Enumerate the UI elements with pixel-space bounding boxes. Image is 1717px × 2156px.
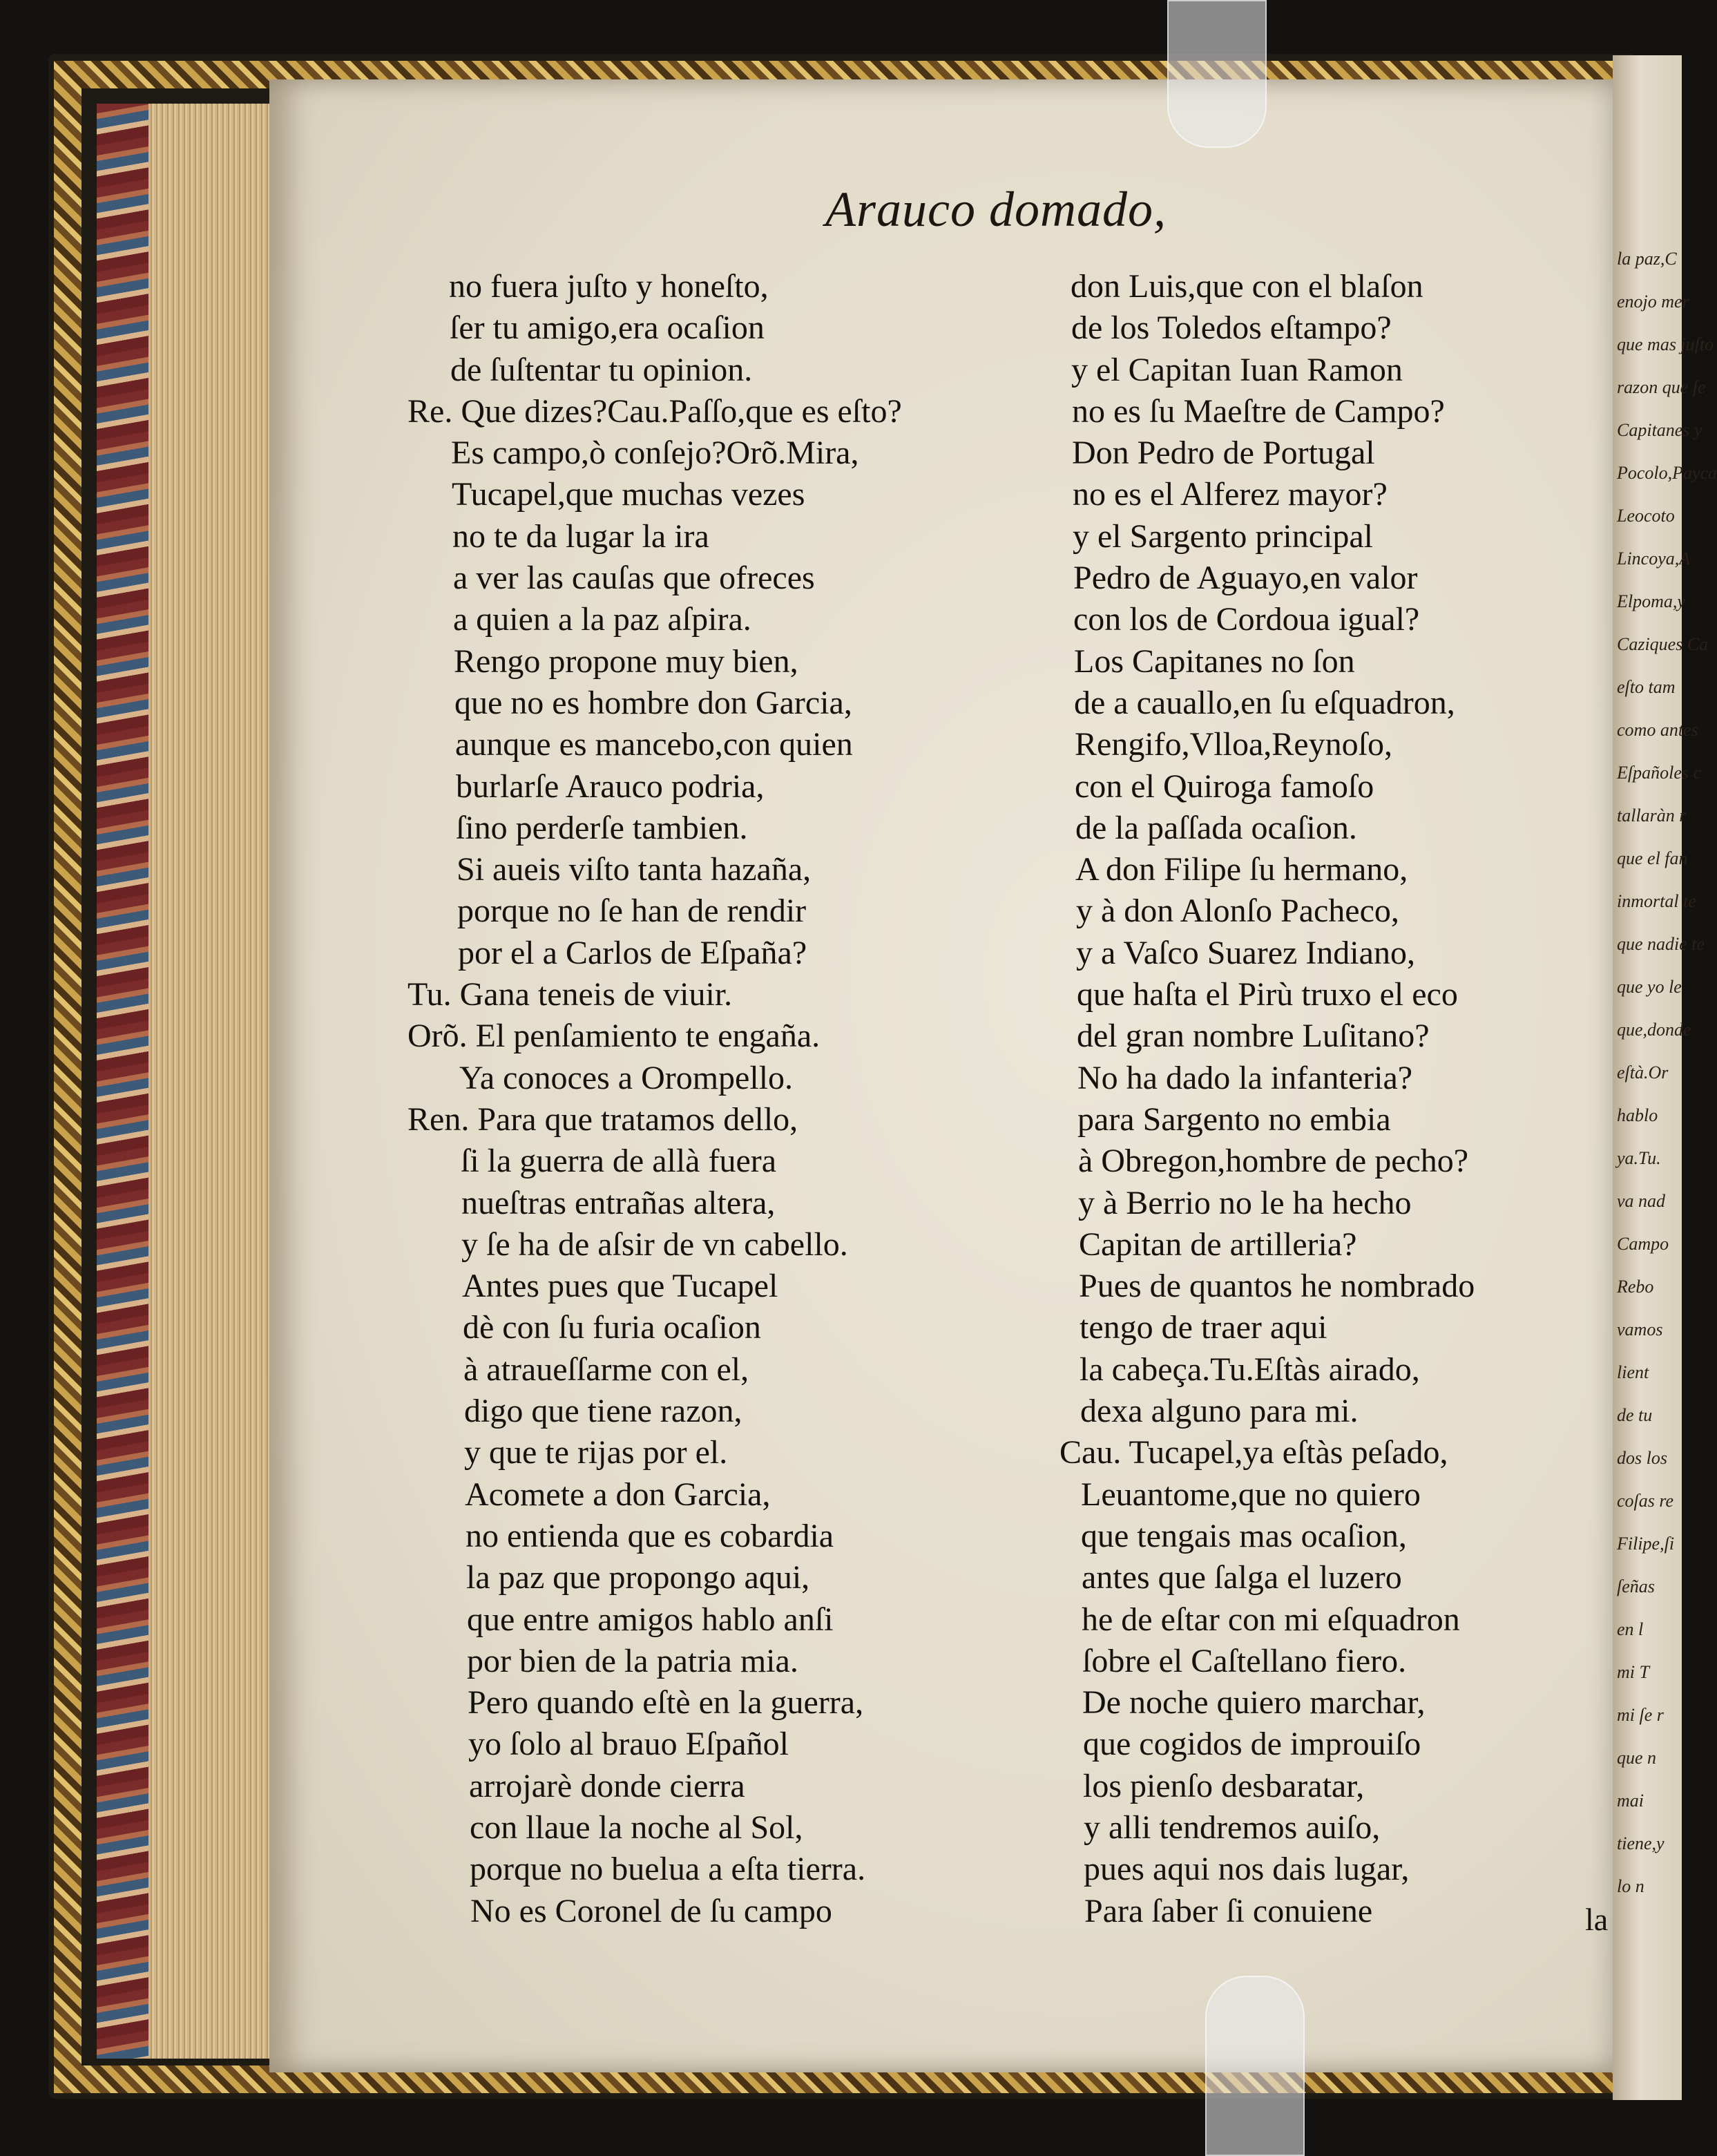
recto-text-fragment: dos los — [1617, 1448, 1667, 1468]
verse-line: con llaue la noche al Sol, — [470, 1809, 803, 1846]
recto-text-fragment: ya.Tu. — [1617, 1148, 1661, 1168]
recto-text-fragment: como antes — [1617, 720, 1698, 740]
verse-line: No es Coronel de ſu campo — [470, 1892, 832, 1929]
verse-line: de ſuſtentar tu opinion. — [450, 351, 753, 388]
verse-line: Pero quando eſtè en la guerra, — [468, 1684, 864, 1721]
catchword: la — [1585, 1902, 1609, 1937]
verse-line: Capitan de artilleria? — [1079, 1225, 1357, 1263]
verse-line: Tu. Gana teneis de viuir. — [407, 976, 733, 1013]
verse-line: he de eſtar con mi eſquadron — [1082, 1601, 1460, 1638]
recto-text-fragment: que el fan — [1617, 848, 1688, 868]
recto-text-fragment: hablo — [1617, 1105, 1658, 1125]
verse-line: Para ſaber ſi conuiene — [1084, 1892, 1373, 1929]
recto-text-fragment: Pocolo,Payca — [1617, 463, 1717, 483]
recto-text-fragment: Capitanes y — [1617, 420, 1702, 440]
verse-line: nueſtras entrañas altera, — [461, 1184, 776, 1221]
verse-line: no es ſu Maeſtre de Campo? — [1072, 392, 1445, 430]
verse-line: y ſe ha de aſsir de vn cabello. — [461, 1225, 848, 1263]
verse-line: a ver las cauſas que ofreces — [453, 560, 815, 597]
recto-text-fragment: inmortal te — [1617, 891, 1696, 911]
recto-text-fragment: va nad — [1617, 1191, 1666, 1211]
recto-text-fragment: que n — [1617, 1748, 1657, 1768]
verse-line: antes que ſalga el luzero — [1082, 1559, 1402, 1596]
verse-line: A don Filipe ſu hermano, — [1075, 851, 1408, 888]
verse-line: y alli tendremos auiſo, — [1084, 1809, 1381, 1846]
verse-line: y à don Alonſo Pacheco, — [1076, 893, 1399, 930]
recto-text-fragment: Filipe,ſi — [1617, 1534, 1675, 1554]
verse-line: No ha dado la infanteria? — [1077, 1059, 1413, 1096]
verse-line: los pienſo desbaratar, — [1083, 1767, 1365, 1804]
verse-line: Es campo,ò conſejo?Orõ.Mira, — [451, 435, 859, 472]
verse-line: con el Quiroga famoſo — [1075, 767, 1374, 805]
verse-line: de los Toledos eſtampo? — [1071, 309, 1392, 347]
verse-line: aunque es mancebo,con quien — [455, 726, 853, 763]
marbled-endpaper — [97, 104, 148, 2059]
verse-line: ſobre el Caſtellano fiero. — [1082, 1642, 1407, 1679]
verse-line: que no es hombre don Garcia, — [454, 684, 852, 721]
recto-text-fragment: eſtà.Or — [1617, 1062, 1669, 1082]
verse-line: arrojarè donde cierra — [469, 1767, 745, 1804]
verse-line: Pues de quantos he nombrado — [1079, 1268, 1475, 1305]
verse-line: de la paſſada ocaſion. — [1075, 809, 1357, 846]
verse-line: dè con ſu furia ocaſion — [463, 1309, 761, 1346]
recto-text-fragment: mi ſe r — [1617, 1705, 1664, 1725]
right-verse-column — [1057, 266, 1568, 1932]
verse-line: que cogidos de improuiſo — [1083, 1726, 1421, 1763]
page-clip-bottom — [1205, 1976, 1305, 2156]
verse-line: ſino perderſe tambien. — [456, 809, 748, 846]
recto-text-fragment: Lincoya,A — [1617, 548, 1691, 569]
verse-line: y que te rijas por el. — [464, 1434, 728, 1471]
verse-line: a quien a la paz aſpira. — [453, 601, 751, 638]
recto-text-fragment: eſto tam — [1617, 677, 1676, 697]
verse-line: la paz que propongo aqui, — [466, 1559, 810, 1596]
recto-text-fragment: lient — [1617, 1362, 1649, 1382]
verse-line: porque no ſe han de rendir — [457, 893, 807, 930]
verse-line: no te da lugar la ira — [452, 517, 709, 555]
verse-line: porque no buelua a eſta tierra. — [470, 1851, 866, 1888]
recto-text-fragment: enojo mer — [1617, 292, 1689, 312]
verse-line: pues aqui nos dais lugar, — [1084, 1851, 1410, 1888]
recto-text-fragment: lo n — [1617, 1876, 1644, 1896]
verse-line: à Obregon,hombre de pecho? — [1078, 1143, 1469, 1180]
verse-line: y a Vaſco Suarez Indiano, — [1076, 934, 1415, 971]
verse-line: De noche quiero marchar, — [1082, 1684, 1426, 1721]
verse-line: y el Capitan Iuan Ramon — [1071, 351, 1403, 388]
recto-text-fragment: que mas juſto — [1617, 334, 1714, 354]
recto-text-fragment: Eſpañoles c — [1617, 763, 1702, 783]
verse-line: por bien de la patria mia. — [467, 1642, 798, 1679]
verse-line: tengo de traer aqui — [1080, 1309, 1327, 1346]
verse-line: para Sargento no embia — [1077, 1100, 1391, 1138]
recto-text-fragment: coſas re — [1617, 1491, 1674, 1511]
verse-line: Cau. Tucapel,ya eſtàs peſado, — [1059, 1434, 1448, 1471]
verse-line: dexa alguno para mi. — [1080, 1393, 1359, 1430]
recto-text-fragment: vamos — [1617, 1319, 1663, 1339]
verse-line: Ren. Para que tratamos dello, — [407, 1100, 798, 1138]
verse-line: con los de Cordoua igual? — [1073, 601, 1420, 638]
recto-text-fragment: tiene,y — [1617, 1833, 1665, 1853]
page-clip-top — [1167, 0, 1267, 148]
verse-line: y à Berrio no le ha hecho — [1078, 1184, 1412, 1221]
verse-line: Los Capitanes no ſon — [1074, 642, 1355, 680]
left-verse-column — [407, 266, 1015, 1932]
verse-line: Antes pues que Tucapel — [462, 1268, 778, 1305]
verse-line: no fuera juſto y honeſto, — [449, 268, 769, 305]
verse-line: Re. Que dizes?Cau.Paſſo,que es eſto? — [407, 392, 902, 430]
recto-text-fragment: que nadie te — [1617, 934, 1705, 954]
verse-line: ſi la guerra de allà fuera — [461, 1143, 777, 1180]
running-head: Arauco domado, — [825, 182, 1167, 237]
recto-text-fragment: Leocoto — [1617, 506, 1675, 526]
recto-text-fragment: mi T — [1617, 1662, 1649, 1682]
recto-text-fragment: mai — [1617, 1791, 1644, 1811]
recto-text-fragment: Campo — [1617, 1234, 1669, 1254]
verse-line: burlarſe Arauco podria, — [456, 767, 765, 805]
verse-line: no es el Alferez mayor? — [1073, 476, 1388, 513]
verse-line: Rengo propone muy bien, — [454, 642, 798, 680]
recto-text-fragment: Elpoma,y — [1617, 591, 1685, 611]
verse-line: yo ſolo al brauo Eſpañol — [468, 1726, 789, 1763]
verse-line: que haſta el Pirù truxo el eco — [1077, 976, 1458, 1013]
recto-text-fragment: ſeñas — [1617, 1576, 1655, 1596]
verse-line: Acomete a don Garcia, — [465, 1476, 771, 1513]
verse-line: Rengifo,Vlloa,Reynoſo, — [1075, 726, 1392, 763]
verse-line: que entre amigos hablo anſi — [467, 1601, 834, 1638]
recto-text-fragment: tallaràn r — [1617, 805, 1687, 826]
verse-line: y el Sargento principal — [1073, 517, 1373, 555]
verse-line: digo que tiene razon, — [464, 1393, 742, 1430]
verse-line: Leuantome,que no quiero — [1081, 1476, 1421, 1513]
verse-line: Tucapel,que muchas vezes — [452, 476, 805, 513]
verse-line: de a cauallo,en ſu eſquadron, — [1074, 684, 1455, 721]
verse-line: don Luis,que con el blaſon — [1071, 268, 1423, 305]
verse-line: ſer tu amigo,era ocaſion — [450, 309, 765, 347]
verse-line: Si aueis viſto tanta hazaña, — [457, 851, 812, 888]
recto-text-fragment: que yo le — [1617, 977, 1682, 997]
verse-line: no entienda que es cobardia — [466, 1517, 834, 1554]
verse-line: à atraueſſarme con el, — [463, 1351, 749, 1388]
recto-page-fragment — [1613, 55, 1717, 2100]
verse-line: Orõ. El penſamiento te engaña. — [407, 1018, 821, 1055]
recto-text-fragment: Rebo — [1617, 1277, 1654, 1297]
page-edges — [148, 104, 273, 2059]
verse-line: del gran nombre Luſitano? — [1077, 1018, 1430, 1055]
verse-line: Don Pedro de Portugal — [1072, 435, 1375, 472]
verse-line: Pedro de Aguayo,en valor — [1073, 560, 1418, 597]
verse-line: Ya conoces a Orompello. — [459, 1059, 794, 1096]
recto-text-fragment: razon que ſe — [1617, 377, 1706, 397]
verse-line: que tengais mas ocaſion, — [1081, 1517, 1407, 1554]
verse-line: por el a Carlos de Eſpaña? — [458, 934, 807, 971]
recto-text-fragment: que,donde — [1617, 1020, 1691, 1040]
recto-text-fragment: Caziques Ca — [1617, 634, 1709, 654]
verse-line: la cabeça.Tu.Eſtàs airado, — [1080, 1351, 1420, 1388]
recto-text-fragment: de tu — [1617, 1405, 1653, 1425]
recto-text-fragment: en l — [1617, 1619, 1644, 1639]
recto-text-fragment: la paz,C — [1617, 249, 1677, 269]
